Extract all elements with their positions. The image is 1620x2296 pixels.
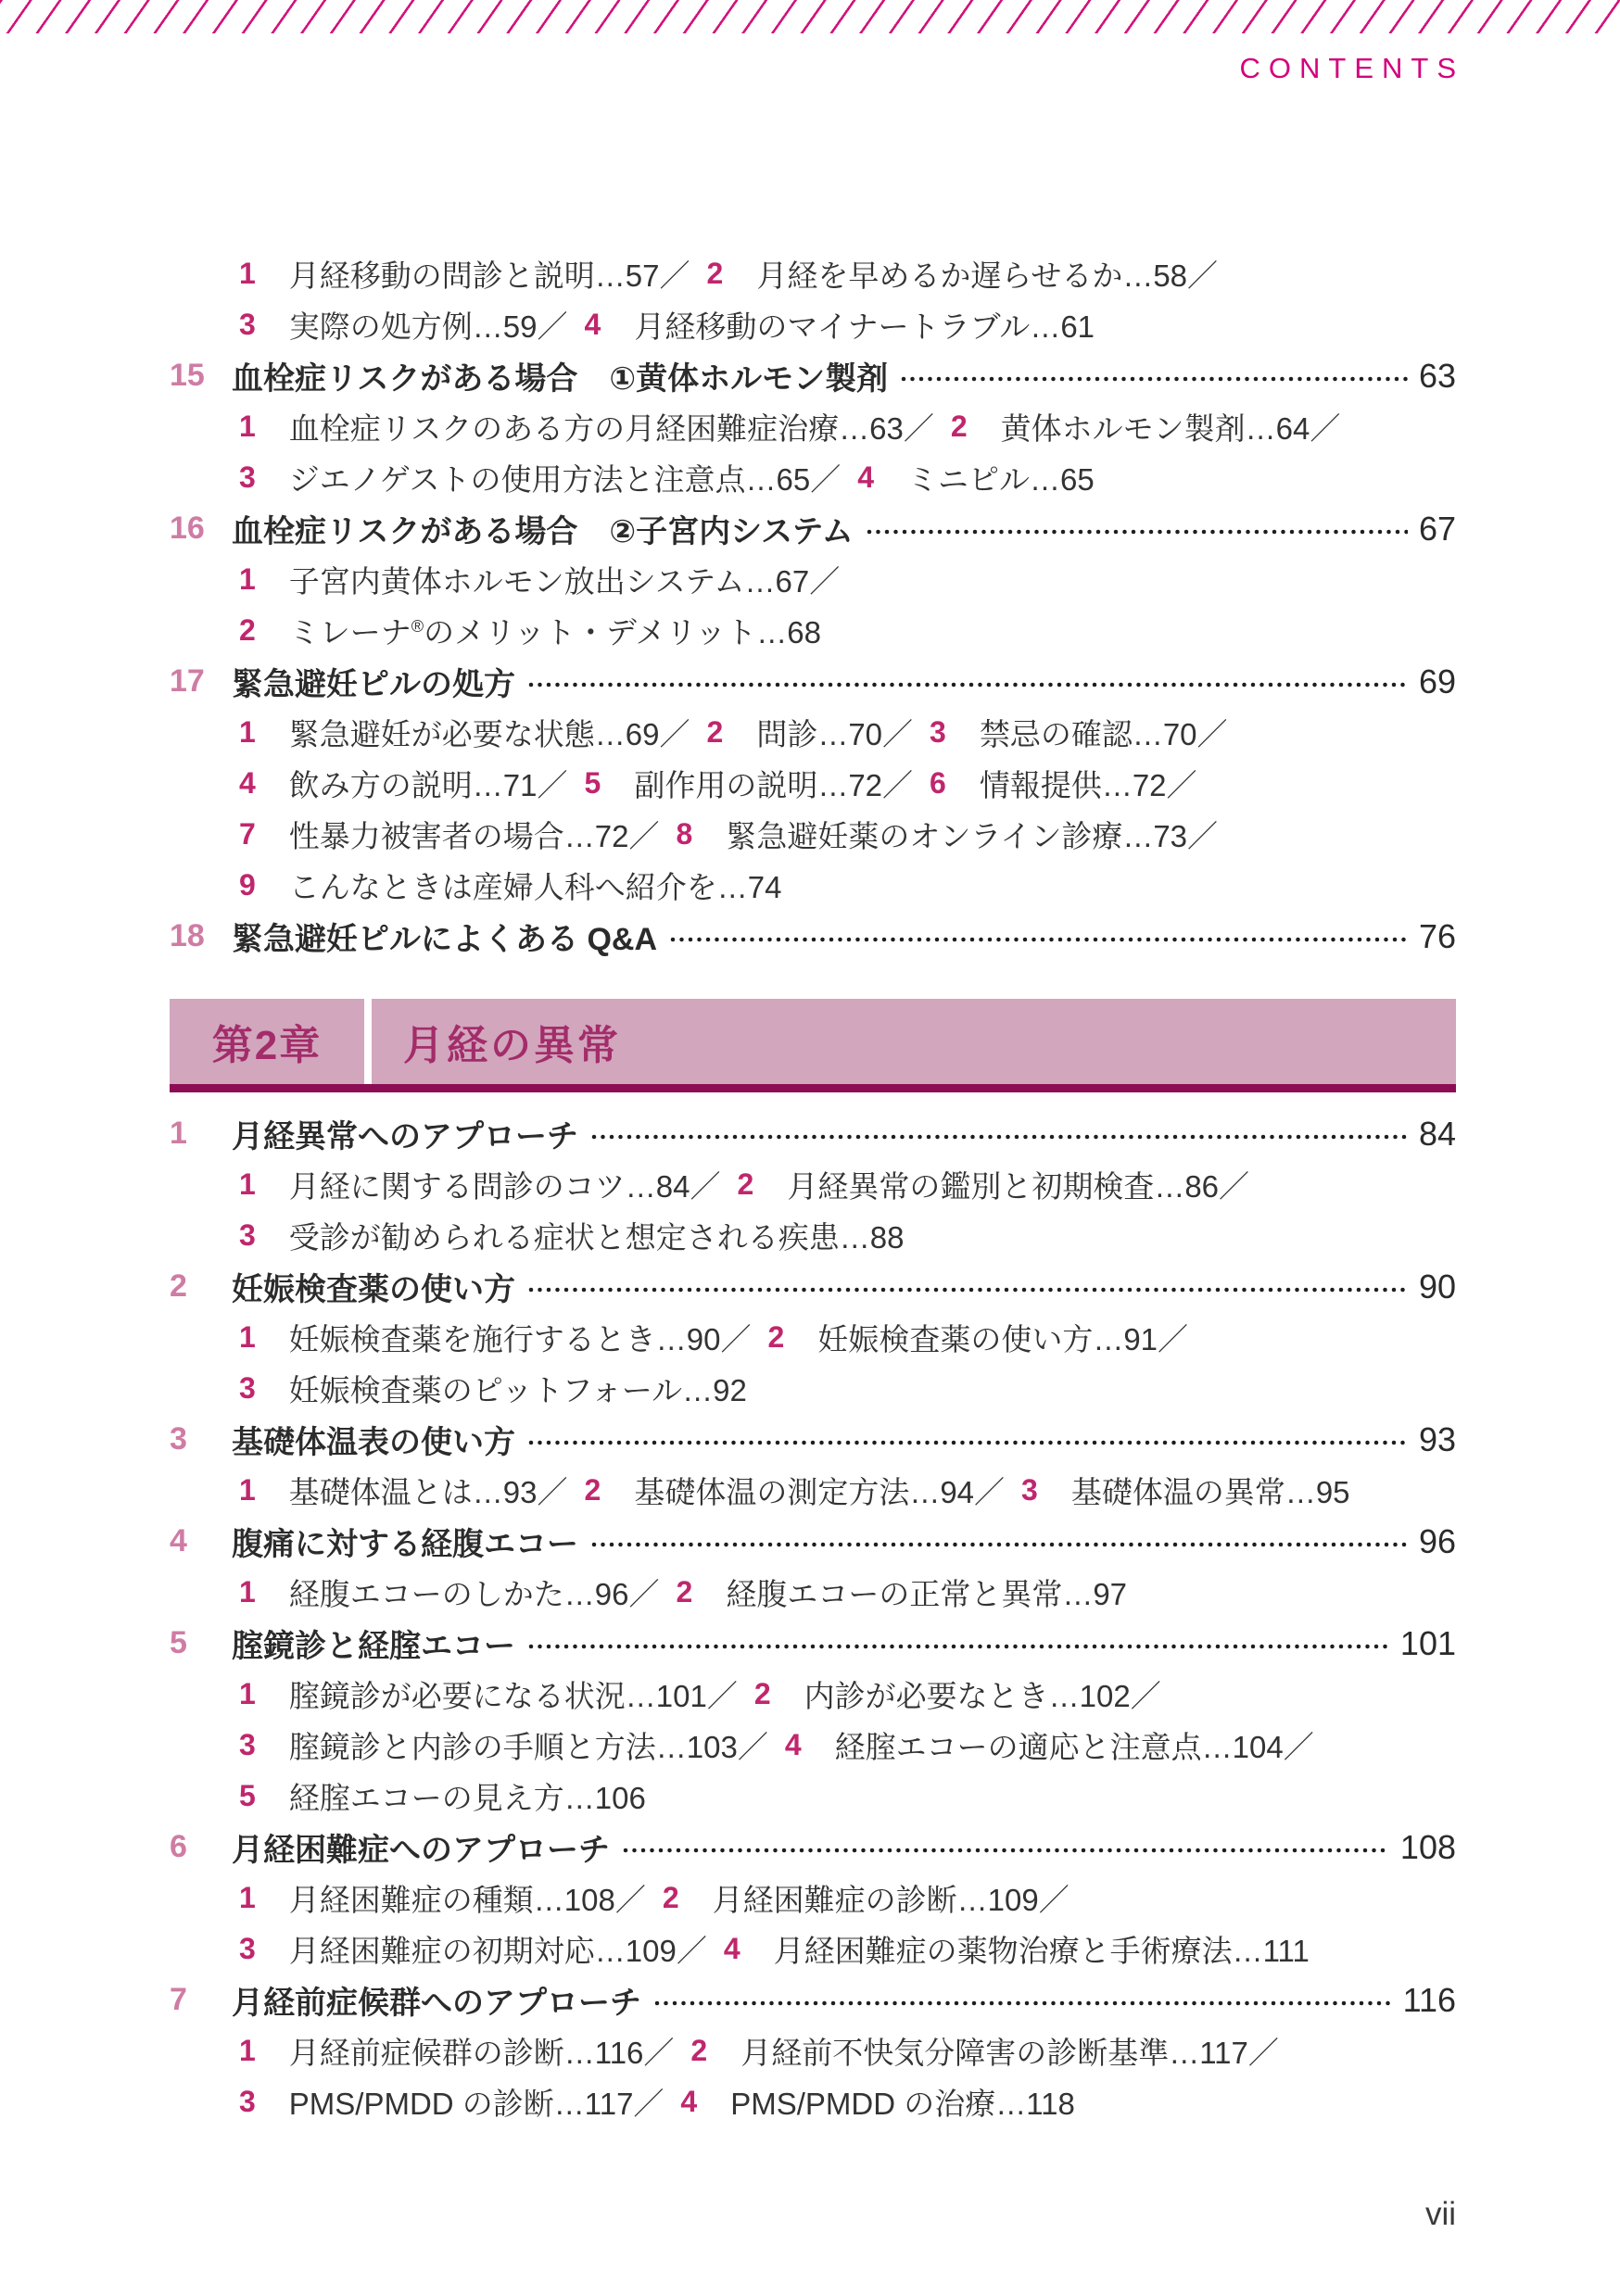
toc-subitem <box>239 303 568 347</box>
subitem-number: 2 <box>690 2034 708 2067</box>
section-title: 緊急避妊ピルによくある Q&A <box>232 922 657 957</box>
toc-subitem <box>239 762 568 805</box>
toc-subitem <box>239 711 690 754</box>
subitem-text: 副作用の説明…72／ <box>634 768 914 802</box>
subitem-text: ジエノゲストの使用方法と注意点…65／ <box>288 462 842 497</box>
subitem-text: 問診…70／ <box>756 717 914 751</box>
section-title: 血栓症リスクがある場合 ①黄体ホルモン製剤 <box>232 361 889 397</box>
toc-subitem <box>239 456 841 499</box>
dotted-leader <box>591 1134 1408 1140</box>
subitem-number: 3 <box>239 1728 256 1761</box>
page-number: vii <box>1424 2196 1456 2232</box>
section-page-number: 67 <box>1418 509 1456 548</box>
toc-subitem-row <box>170 758 1456 809</box>
toc-subitem <box>239 2080 664 2124</box>
subitem-text: 妊娠検査薬の使い方…91／ <box>817 1322 1189 1356</box>
toc-subitem-row <box>170 1312 1456 1363</box>
section-title: 月経困難症へのアプローチ <box>232 1833 610 1868</box>
subitem-number: 3 <box>239 1218 256 1252</box>
toc-section-row <box>170 503 1456 554</box>
toc-subitem-row <box>170 860 1456 911</box>
toc-subitem-row <box>170 2025 1456 2076</box>
toc-subitem <box>239 1571 660 1614</box>
subitem-text: 黄体ホルモン製剤…64／ <box>1000 411 1341 446</box>
toc-subitem <box>857 456 1095 499</box>
toc-subitem-row <box>170 1363 1456 1414</box>
toc-subitem <box>707 711 914 754</box>
section-number: 6 <box>170 1829 187 1864</box>
subitem-number: 1 <box>239 1881 256 1914</box>
subitem-text: 腟鏡診が必要になる状況…101／ <box>288 1679 738 1713</box>
subitem-text: 妊娠検査薬を施行するとき…90／ <box>288 1322 752 1356</box>
subitem-number: 1 <box>239 1677 256 1710</box>
subitem-number: 4 <box>680 2085 698 2118</box>
section-page-number: 93 <box>1418 1419 1456 1458</box>
toc-subitem <box>239 1214 905 1257</box>
section-title: 腟鏡診と経腟エコー <box>232 1629 515 1664</box>
subitem-text: 月経移動の問診と説明…57／ <box>288 259 690 293</box>
toc-subitem <box>707 252 1219 296</box>
subitem-number: 1 <box>239 2034 256 2067</box>
subitem-text: 経腟エコーの見え方…106 <box>288 1781 646 1815</box>
subitem-number: 5 <box>239 1779 256 1812</box>
subitem-text: 緊急避妊薬のオンライン診療…73／ <box>726 819 1219 853</box>
toc-subitem-row <box>170 248 1456 299</box>
subitem-text: 受診が勧められる症状と想定される疾患…88 <box>288 1220 905 1255</box>
section-number: 2 <box>170 1268 187 1304</box>
subitem-number: 2 <box>753 1677 771 1710</box>
subitem-text: 緊急避妊が必要な状態…69／ <box>288 717 690 751</box>
subitem-number: 4 <box>239 766 256 800</box>
toc-subitem <box>677 813 1219 856</box>
subitem-number: 7 <box>239 817 256 851</box>
toc-section-row <box>170 1108 1456 1159</box>
subitem-number: 4 <box>723 1932 740 1965</box>
toc-subitem <box>754 1672 1161 1716</box>
section-number: 3 <box>170 1421 187 1457</box>
toc-subitem <box>239 1672 738 1716</box>
dotted-leader <box>528 1440 1408 1445</box>
toc-subitem <box>239 1927 707 1971</box>
subitem-number: 3 <box>239 460 256 494</box>
toc-subitem-row <box>170 401 1456 452</box>
toc-section-row <box>170 1974 1456 2025</box>
subitem-text: 飲み方の説明…71／ <box>288 768 568 802</box>
subitem-number: 8 <box>676 817 693 851</box>
toc-subitem <box>585 762 914 805</box>
section-title: 妊娠検査薬の使い方 <box>232 1272 515 1307</box>
subitem-text: 月経移動のマイナートラブル…61 <box>634 309 1095 344</box>
subitem-text: 禁忌の確認…70／ <box>979 717 1228 751</box>
toc-subitem <box>930 711 1228 754</box>
subitem-text: 月経前症候群の診断…116／ <box>288 2036 675 2070</box>
subitem-text: ミニピル…65 <box>907 462 1095 497</box>
subitem-number: 1 <box>239 410 256 443</box>
section-title: 緊急避妊ピルの処方 <box>232 667 515 702</box>
section-number: 15 <box>170 358 205 393</box>
section-title: 月経異常へのアプローチ <box>232 1119 578 1154</box>
section-page-number: 69 <box>1418 662 1456 700</box>
section-number: 4 <box>170 1523 187 1558</box>
subitem-number: 2 <box>767 1320 785 1354</box>
toc-section-row <box>170 1414 1456 1465</box>
subitem-number: 5 <box>584 766 601 800</box>
subitem-number: 2 <box>706 715 724 749</box>
subitem-number: 3 <box>239 308 256 341</box>
toc-subitem-row <box>170 707 1456 758</box>
toc-subitem <box>239 813 660 856</box>
subitem-number: 3 <box>1021 1473 1038 1507</box>
subitem-text: 内診が必要なとき…102／ <box>804 1679 1161 1713</box>
toc-subitem <box>680 2080 1074 2124</box>
toc-subitem-row <box>170 1669 1456 1720</box>
subitem-number: 2 <box>737 1167 754 1201</box>
subitem-number: 1 <box>239 715 256 749</box>
toc-list-chapter1 <box>170 248 1456 962</box>
subitem-text: 性暴力被害者の場合…72／ <box>288 819 660 853</box>
toc-subitem-row <box>170 1771 1456 1822</box>
toc-section-row <box>170 1822 1456 1873</box>
subitem-number: 1 <box>239 562 256 596</box>
section-number: 16 <box>170 511 205 546</box>
toc-subitem <box>1021 1469 1350 1512</box>
subitem-number: 2 <box>676 1575 693 1608</box>
registered-mark-symbol: ® <box>411 617 424 636</box>
toc-subitem <box>930 762 1197 805</box>
toc-subitem <box>239 405 934 448</box>
chapter-banner <box>170 999 1456 1084</box>
toc-subitem-row <box>170 1924 1456 1974</box>
section-page-number: 90 <box>1418 1267 1456 1306</box>
subitem-text: 子宮内黄体ホルモン放出システム…67／ <box>288 564 841 599</box>
toc-section-row <box>170 1261 1456 1312</box>
section-page-number: 108 <box>1399 1827 1456 1866</box>
toc-subitem <box>239 558 840 601</box>
subitem-number: 2 <box>584 1473 601 1507</box>
section-page-number: 63 <box>1418 356 1456 395</box>
subitem-number: 2 <box>239 613 256 647</box>
subitem-text: こんなときは産婦人科へ紹介を…74 <box>288 870 782 904</box>
toc-subitem <box>738 1163 1250 1206</box>
section-page-number: 116 <box>1402 1980 1456 2019</box>
subitem-text: 基礎体温の異常…95 <box>1070 1475 1350 1509</box>
stripe-band-decoration <box>0 0 1620 33</box>
subitem-text: 実際の処方例…59／ <box>288 309 568 344</box>
subitem-text: 月経に関する問診のコツ…84／ <box>288 1169 721 1204</box>
toc-subitem <box>239 2029 674 2073</box>
subitem-number: 2 <box>706 257 724 290</box>
section-number: 7 <box>170 1982 187 2017</box>
section-number: 5 <box>170 1625 187 1660</box>
toc-subitem <box>690 2029 1278 2073</box>
dotted-leader <box>901 376 1408 382</box>
section-title: 月経前症候群へのアプローチ <box>232 1986 641 2021</box>
toc-subitem <box>239 1163 721 1206</box>
subitem-text: 経腹エコーの正常と異常…97 <box>726 1577 1128 1611</box>
toc-subitem <box>239 864 782 907</box>
subitem-text: PMS/PMDD の診断…117／ <box>288 2087 664 2121</box>
subitem-text: 情報提供…72／ <box>979 768 1197 802</box>
toc-section-row <box>170 1618 1456 1669</box>
chapter-banner-underline <box>170 1084 1456 1092</box>
toc-subitem-row <box>170 1210 1456 1261</box>
toc-subitem <box>768 1316 1189 1359</box>
chapter-number-label: 第2章 <box>170 999 364 1084</box>
page-title: CONTENTS <box>1239 52 1464 84</box>
toc-section-row <box>170 1516 1456 1567</box>
toc-subitem <box>663 1876 1069 1920</box>
subitem-text: 月経前不快気分障害の診断基準…117／ <box>740 2036 1279 2070</box>
subitem-text: 月経困難症の診断…109／ <box>712 1883 1069 1917</box>
subitem-text: ミレーナ®のメリット・デメリット…68 <box>288 615 821 650</box>
toc-subitem-row <box>170 1567 1456 1618</box>
subitem-text: 腟鏡診と内診の手順と方法…103／ <box>288 1730 768 1764</box>
toc-section-row <box>170 656 1456 707</box>
subitem-number: 1 <box>239 1320 256 1354</box>
subitem-number: 1 <box>239 1473 256 1507</box>
toc-subitem <box>239 1876 646 1920</box>
toc-subitem-row <box>170 452 1456 503</box>
toc-subitem-row <box>170 1720 1456 1771</box>
subitem-number: 6 <box>930 766 946 800</box>
toc-subitem-row <box>170 809 1456 860</box>
subitem-text: 月経困難症の薬物治療と手術療法…111 <box>773 1934 1310 1968</box>
subitem-text: 経腹エコーのしかた…96／ <box>288 1577 660 1611</box>
subitem-number: 3 <box>930 715 946 749</box>
section-title: 血栓症リスクがある場合 ②子宮内システム <box>232 514 854 549</box>
toc-subitem <box>239 1774 646 1818</box>
subitem-text: 月経困難症の初期対応…109／ <box>288 1934 707 1968</box>
toc-subitem <box>239 1316 752 1359</box>
subitem-text: 月経異常の鑑別と初期検査…86／ <box>787 1169 1250 1204</box>
subitem-number: 4 <box>857 460 874 494</box>
subitem-number: 1 <box>239 1167 256 1201</box>
toc-subitem <box>585 1469 1006 1512</box>
toc-subitem-row <box>170 1873 1456 1924</box>
toc-section-row <box>170 350 1456 401</box>
toc-subitem <box>724 1927 1310 1971</box>
toc-section-row <box>170 911 1456 962</box>
toc-subitem <box>677 1571 1128 1614</box>
toc-subitem-row <box>170 554 1456 605</box>
subitem-text: 血栓症リスクのある方の月経困難症治療…63／ <box>288 411 934 446</box>
chapter-title: 月経の異常 <box>372 999 1456 1084</box>
subitem-number: 1 <box>239 1575 256 1608</box>
toc-subitem <box>239 252 690 296</box>
dotted-leader <box>654 2000 1392 2006</box>
section-title: 基礎体温表の使い方 <box>232 1425 515 1460</box>
section-page-number: 96 <box>1418 1521 1456 1560</box>
subitem-number: 4 <box>584 308 601 341</box>
section-page-number: 84 <box>1418 1114 1456 1153</box>
toc-subitem <box>239 1367 747 1410</box>
section-title: 腹痛に対する経腹エコー <box>232 1527 578 1562</box>
dotted-leader <box>623 1848 1389 1853</box>
section-page-number: 76 <box>1418 916 1456 955</box>
section-number: 18 <box>170 918 205 953</box>
dotted-leader <box>867 529 1408 535</box>
subitem-number: 1 <box>239 257 256 290</box>
subitem-number: 2 <box>662 1881 679 1914</box>
subitem-number: 3 <box>239 1371 256 1405</box>
subitem-text: 妊娠検査薬のピットフォール…92 <box>288 1373 747 1407</box>
toc-subitem <box>585 303 1095 347</box>
dotted-leader <box>528 1287 1408 1293</box>
toc-subitem-row <box>170 2076 1456 2127</box>
subitem-text: 基礎体温とは…93／ <box>288 1475 568 1509</box>
subitem-text: 月経を早めるか遅らせるか…58／ <box>756 259 1219 293</box>
subitem-text: 月経困難症の種類…108／ <box>288 1883 646 1917</box>
subitem-number: 3 <box>239 2085 256 2118</box>
subitem-number: 9 <box>239 868 256 902</box>
section-page-number: 101 <box>1399 1623 1456 1662</box>
toc-subitem-row <box>170 1159 1456 1210</box>
toc-subitem <box>239 1723 768 1767</box>
subitem-number: 4 <box>784 1728 802 1761</box>
dotted-leader <box>528 682 1408 688</box>
subitem-text: 基礎体温の測定方法…94／ <box>634 1475 1006 1509</box>
toc-subitem-row <box>170 605 1456 656</box>
toc-subitem <box>239 609 821 652</box>
dotted-leader <box>528 1644 1389 1649</box>
toc-list-chapter2 <box>170 1108 1456 2127</box>
subitem-number: 3 <box>239 1932 256 1965</box>
dotted-leader <box>591 1542 1408 1547</box>
toc-subitem <box>951 405 1341 448</box>
subitem-number: 2 <box>950 410 968 443</box>
toc-subitem-row <box>170 1465 1456 1516</box>
toc-subitem-row <box>170 299 1456 350</box>
section-number: 1 <box>170 1116 187 1151</box>
toc-subitem <box>785 1723 1314 1767</box>
subitem-text: 経腟エコーの適応と注意点…104／ <box>834 1730 1314 1764</box>
toc-subitem <box>239 1469 568 1512</box>
dotted-leader <box>670 937 1408 942</box>
section-number: 17 <box>170 663 205 699</box>
subitem-text: PMS/PMDD の治療…118 <box>730 2087 1075 2121</box>
